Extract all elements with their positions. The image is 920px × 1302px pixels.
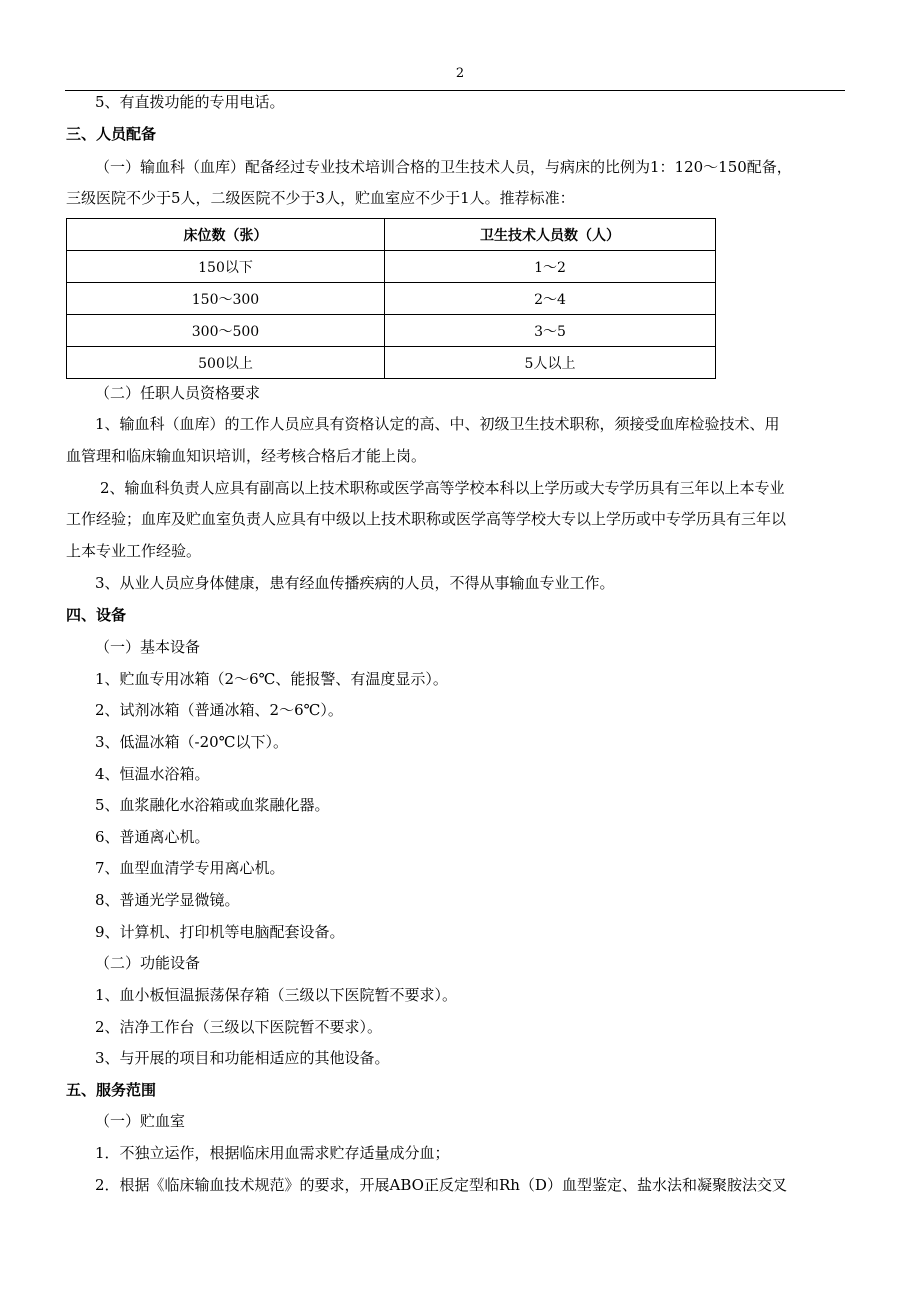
table-cell: 500以上 xyxy=(67,347,385,379)
list-item: 1、贮血专用冰箱（2～6℃、能报警、有温度显示）。 xyxy=(95,670,448,688)
phone-line: 5、有直拨功能的专用电话。 xyxy=(95,93,285,111)
qualification-subheading: （二）任职人员资格要求 xyxy=(95,384,261,402)
list-item: 1．不独立运作，根据临床用血需求贮存适量成分血； xyxy=(95,1144,450,1162)
table-row xyxy=(67,315,716,347)
table-header-cell: 床位数（张） xyxy=(67,219,385,251)
table-cell: 1～2 xyxy=(385,251,716,283)
list-item: 2．根据《临床输血技术规范》的要求，开展ABO正反定型和Rh（D）血型鉴定、盐水法和凝聚胺法交叉 xyxy=(95,1176,787,1194)
section3-heading: 三、人员配备 xyxy=(66,125,157,143)
table-row xyxy=(67,251,716,283)
list-item: 9、计算机、打印机等电脑配套设备。 xyxy=(95,923,345,941)
table-cell: 5人以上 xyxy=(385,347,716,379)
table-cell: 300～500 xyxy=(67,315,385,347)
section3-para1-line2: 三级医院不少于5人，二级医院不少于3人，贮血室应不少于1人。推荐标准： xyxy=(66,189,575,207)
qualification-2-line1: 2、输血科负责人应具有副高以上技术职称或医学高等学校本科以上学历或大专学历具有三年以上本专业 xyxy=(100,479,785,497)
qualification-2-line3: 上本专业工作经验。 xyxy=(66,542,202,560)
list-item: 1、血小板恒温振荡保存箱（三级以下医院暂不要求）。 xyxy=(95,986,458,1004)
list-item: 3、低温冰箱（-20℃以下）。 xyxy=(95,733,288,751)
list-item: 6、普通离心机。 xyxy=(95,828,210,846)
table-cell: 150以下 xyxy=(67,251,385,283)
list-item: 2、试剂冰箱（普通冰箱、2～6℃）。 xyxy=(95,701,343,719)
section3-para1-line1: （一）输血科（血库）配备经过专业技术培训合格的卫生技术人员，与病床的比例为1：120～150配备， xyxy=(95,158,792,176)
table-cell: 3～5 xyxy=(385,315,716,347)
list-item: 5、血浆融化水浴箱或血浆融化器。 xyxy=(95,796,330,814)
basic-equipment-subheading: （一）基本设备 xyxy=(95,638,201,656)
section4-heading: 四、设备 xyxy=(66,606,127,624)
table-row xyxy=(67,283,716,315)
qualification-2-line2: 工作经验；血库及贮血室负责人应具有中级以上技术职称或医学高等学校大专以上学历或中专学历具有三年以 xyxy=(66,510,787,528)
section5-heading: 五、服务范围 xyxy=(66,1081,157,1099)
list-item: 8、普通光学显微镜。 xyxy=(95,891,240,909)
qualification-3: 3、从业人员应身体健康，患有经血传播疾病的人员，不得从事输血专业工作。 xyxy=(95,574,615,592)
table-header-cell: 卫生技术人员数（人） xyxy=(385,219,716,251)
qualification-1-line1: 1、输血科（血库）的工作人员应具有资格认定的高、中、初级卫生技术职称，须接受血库检验技术、用 xyxy=(95,415,780,433)
qualification-1-line2: 血管理和临床输血知识培训，经考核合格后才能上岗。 xyxy=(66,447,427,465)
staffing-table xyxy=(66,218,716,379)
page-number: 2 xyxy=(455,66,465,81)
table-row xyxy=(67,347,716,379)
table-cell: 150～300 xyxy=(67,283,385,315)
list-item: 4、恒温水浴箱。 xyxy=(95,765,210,783)
list-item: 2、洁净工作台（三级以下医院暂不要求）。 xyxy=(95,1018,383,1036)
functional-equipment-subheading: （二）功能设备 xyxy=(95,954,201,972)
table-cell: 2～4 xyxy=(385,283,716,315)
blood-storage-subheading: （一）贮血室 xyxy=(95,1112,186,1130)
table-header-row xyxy=(67,219,716,251)
list-item: 7、血型血清学专用离心机。 xyxy=(95,859,285,877)
list-item: 3、与开展的项目和功能相适应的其他设备。 xyxy=(95,1049,390,1067)
